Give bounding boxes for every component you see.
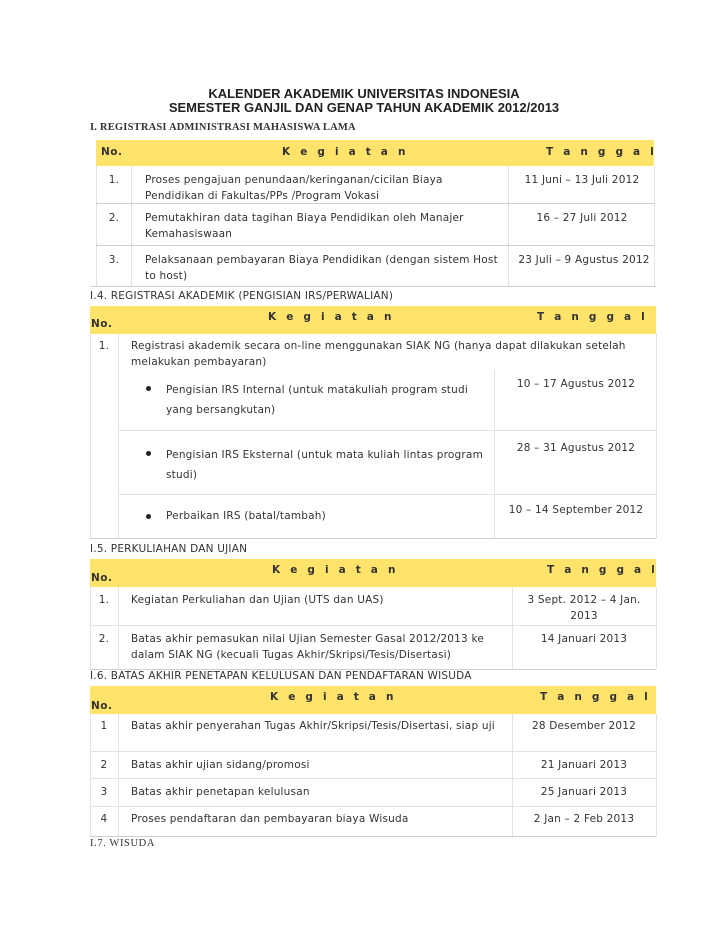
row-activity: Batas akhir penetapan kelulusan: [131, 786, 310, 798]
row-activity: Proses pengajuan penundaan/keringanan/cicilan Biaya Pendidikan di Fakultas/PPs /Program Vokasi: [145, 174, 443, 202]
header-kegiatan: K e g i a t a n: [272, 564, 399, 576]
bullet-activity: Pengisian IRS Eksternal (untuk mata kuliah lintas program studi): [166, 449, 483, 481]
row-date: 21 Januari 2013: [540, 759, 628, 771]
bullet-date: 28 – 31 Agustus 2012: [516, 442, 636, 454]
section-heading-perkuliahan: I.5. PERKULIAHAN DAN UJIAN: [90, 543, 248, 555]
header-tanggal: T a n g g a l: [546, 146, 657, 158]
row-activity: Batas akhir pemasukan nilai Ujian Semester Gasal 2012/2013 ke dalam SIAK NG (kecuali Tugas Akhir/Skripsi/Tesis/Disertasi): [131, 633, 485, 661]
header-kegiatan: K e g i a t a n: [268, 311, 395, 323]
row-date: 11 Juni – 13 Juli 2012: [524, 174, 640, 186]
row-no: 4: [100, 813, 108, 825]
row-no: 1: [100, 720, 108, 732]
row-date: 16 – 27 Juli 2012: [536, 212, 628, 224]
bullet-activity: Perbaikan IRS (batal/tambah): [166, 510, 326, 522]
row-no: 1.: [98, 594, 110, 606]
row-activity: Batas akhir penyerahan Tugas Akhir/Skripsi/Tesis/Disertasi, siap uji: [131, 720, 495, 732]
bullet-activity: Pengisian IRS Internal (untuk matakuliah program studi yang bersangkutan): [166, 384, 468, 416]
bullet-icon: [146, 514, 151, 519]
row-no: 1.: [108, 174, 120, 186]
row-activity: Registrasi akademik secara on-line menggunakan SIAK NG (hanya dapat dilakukan setelah melakukan pembayaran): [131, 340, 626, 368]
header-kegiatan: K e g i a t a n: [270, 691, 397, 703]
row-activity: Pemutakhiran data tagihan Biaya Pendidikan oleh Manajer Kemahasiswaan: [145, 212, 464, 240]
bullet-icon: [146, 451, 151, 456]
header-no: No.: [101, 146, 123, 158]
header-kegiatan: K e g i a t a n: [282, 146, 409, 158]
row-no: 2: [100, 759, 108, 771]
row-activity: Pelaksanaan pembayaran Biaya Pendidikan (dengan sistem Host to host): [145, 254, 498, 282]
section-heading-registrasi-akademik: I.4. REGISTRASI AKADEMIK (PENGISIAN IRS/PERWALIAN): [90, 290, 394, 302]
header-tanggal: T a n g g a l: [540, 691, 651, 703]
row-activity: Proses pendaftaran dan pembayaran biaya Wisuda: [131, 813, 409, 825]
header-tanggal: T a n g g a l: [547, 564, 658, 576]
row-date: 3 Sept. 2012 – 4 Jan. 2013: [527, 594, 641, 622]
row-activity: Kegiatan Perkuliahan dan Ujian (UTS dan UAS): [131, 594, 384, 606]
row-date: 28 Desember 2012: [531, 720, 637, 732]
row-date: 23 Juli – 9 Agustus 2012: [518, 254, 650, 266]
document-subtitle: SEMESTER GANJIL DAN GENAP TAHUN AKADEMIK 2012/2013: [168, 100, 560, 115]
document-title: KALENDER AKADEMIK UNIVERSITAS INDONESIA: [208, 86, 520, 101]
row-no: 2.: [108, 212, 120, 224]
bullet-icon: [146, 386, 151, 391]
section-heading-kelulusan-wisuda: I.6. BATAS AKHIR PENETAPAN KELULUSAN DAN PENDAFTARAN WISUDA: [90, 670, 472, 682]
row-date: 14 Januari 2013: [540, 633, 628, 645]
row-no: 3: [100, 786, 108, 798]
row-date: 2 Jan – 2 Feb 2013: [533, 813, 635, 825]
row-no: 2.: [98, 633, 110, 645]
header-no: No.: [91, 318, 113, 330]
row-date: 25 Januari 2013: [540, 786, 628, 798]
row-no: 3.: [108, 254, 120, 266]
row-no: 1.: [98, 340, 110, 352]
bullet-date: 10 – 14 September 2012: [508, 504, 644, 516]
section-heading-wisuda: I.7. WISUDA: [90, 838, 156, 849]
section-heading-registrasi-administrasi: I. REGISTRASI ADMINISTRASI MAHASISWA LAMA: [90, 122, 356, 133]
header-no: No.: [91, 572, 113, 584]
row-activity: Batas akhir ujian sidang/promosi: [131, 759, 310, 771]
bullet-date: 10 – 17 Agustus 2012: [516, 378, 636, 390]
header-tanggal: T a n g g a l: [537, 311, 648, 323]
header-no: No.: [91, 700, 113, 712]
